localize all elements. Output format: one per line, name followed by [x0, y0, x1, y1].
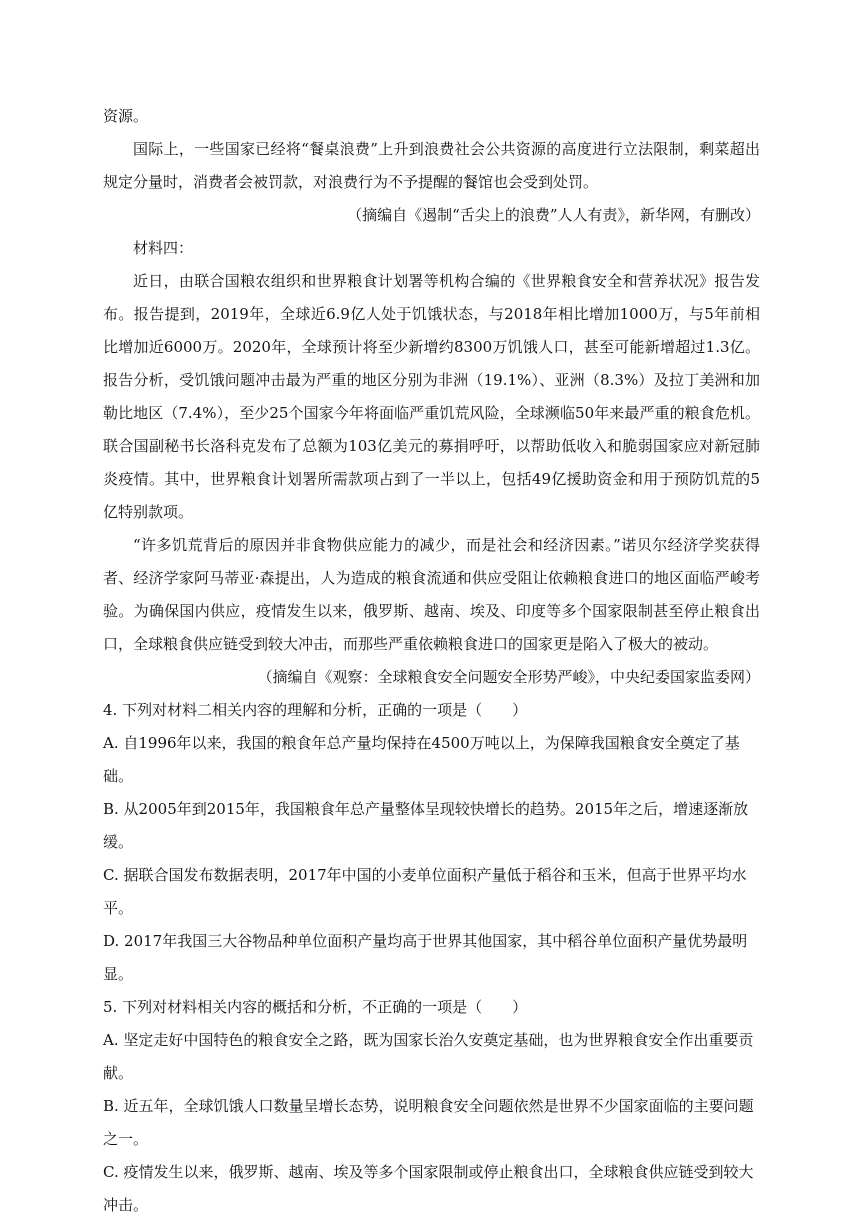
paragraph-fao-report: 近日，由联合国粮农组织和世界粮食计划署等机构合编的《世界粮食安全和营养状况》报告发布。报告提到，2019年，全球近6.9亿人处于饥饿状态，与2018年相比增加1000万，与5年前相比增加近6000万。2020年，全球预计将至少新增约8300万饥饿人口，甚至可能新增超过1.3亿。报告分析，受饥饿问题冲击最为严重的地区分别为非洲（19.1%）、亚洲（8.3%）及拉丁美洲和加勒比地区（7.4%），至少25个国家今年将面临严重饥荒风险，全球濒临50年来最严重的粮食危机。联合国副秘书长洛科克发布了总额为103亿美元的募捐呼吁，以帮助低收入和脆弱国家应对新冠肺炎疫情。其中，世界粮食计划署所需款项占到了一半以上，包括49亿援助资金和用于预防饥荒的5亿特别款项。: [103, 272, 760, 521]
option-a: A. 坚定走好中国特色的粮食安全之路，既为国家长治久安奠定基础，也为世界粮食安全作出重要贡献。: [103, 1031, 754, 1082]
source-citation-xinhua: （摘编自《遏制“舌尖上的浪费”人人有责》，新华网，有删改）: [347, 206, 760, 224]
paragraph-international-legislation: 国际上，一些国家已经将“餐桌浪费”上升到浪费社会公共资源的高度进行立法限制，剩菜超出规定分量时，消费者会被罚款，对浪费行为不予提醒的餐馆也会受到处罚。: [103, 140, 760, 191]
question-4: [103, 694, 760, 991]
option-c: C. 据联合国发布数据表明，2017年中国的小麦单位面积产量低于稻谷和玉米，但高于世界平均水平。: [103, 866, 747, 917]
question-stem: 4. 下列对材料二相关内容的理解和分析，正确的一项是（ ）: [103, 701, 528, 719]
option-b: B. 从2005年到2015年，我国粮食年总产量整体呈现较快增长的趋势。2015年之后，增速逐渐放缓。: [103, 800, 749, 851]
option-a: A. 自1996年以来，我国的粮食年总产量均保持在4500万吨以上，为保障我国粮食安全奠定了基础。: [103, 734, 740, 785]
option-d: D. 2017年我国三大谷物品种单位面积产量均高于世界其他国家，其中稻谷单位面积产量优势最明显。: [103, 932, 748, 983]
paragraph-amartya-sen: “许多饥荒背后的原因并非食物供应能力的减少，而是社会和经济因素。”诺贝尔经济学奖获得者、经济学家阿马蒂亚·森提出，人为造成的粮食流通和供应受阻让依赖粮食进口的地区面临严峻考验。为确保国内供应，疫情发生以来，俄罗斯、越南、埃及、印度等多个国家限制甚至停止粮食出口，全球粮食供应链受到较大冲击，而那些严重依赖粮食进口的国家更是陷入了极大的被动。: [103, 536, 760, 653]
question-5: [103, 991, 760, 1222]
paragraph-continuation: 资源。: [103, 107, 149, 125]
material-four-heading: 材料四：: [133, 239, 194, 257]
option-b: B. 近五年，全球饥饿人口数量呈增长态势，说明粮食安全问题依然是世界不少国家面临的主要问题之一。: [103, 1097, 754, 1148]
source-citation-ccdi: （摘编自《观察：全球粮食安全问题安全形势严峻》，中央纪委国家监委网）: [257, 668, 760, 686]
question-stem: 5. 下列对材料相关内容的概括和分析，不正确的一项是（ ）: [103, 998, 528, 1016]
option-c: C. 疫情发生以来，俄罗斯、越南、埃及等多个国家限制或停止粮食出口，全球粮食供应链受到较大冲击。: [103, 1163, 754, 1214]
document-page: [103, 100, 760, 1222]
